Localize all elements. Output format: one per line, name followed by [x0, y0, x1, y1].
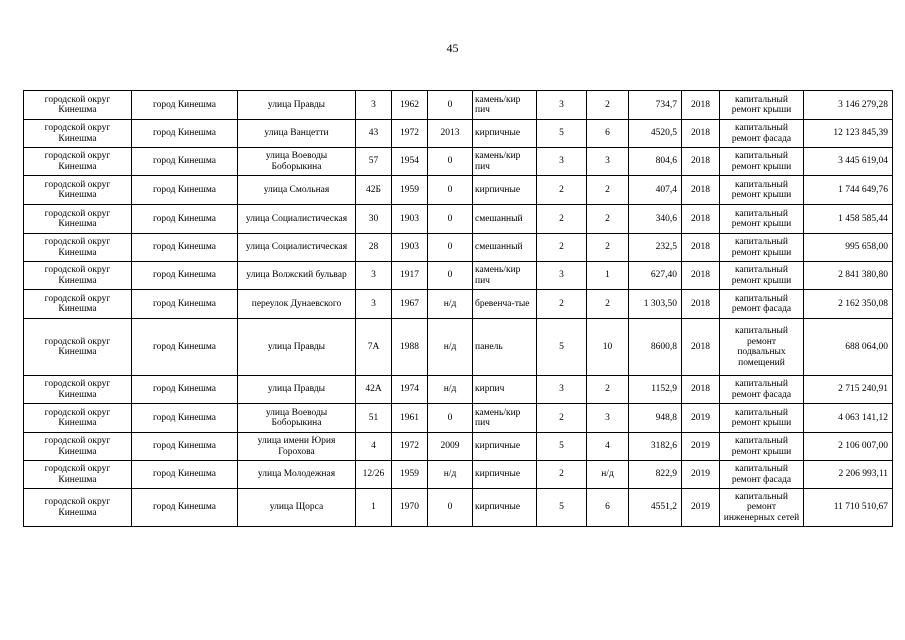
- cell-plan-year: 2018: [682, 120, 720, 148]
- cell-last-repair-year: 0: [428, 205, 473, 234]
- cell-wall-material: смешанный: [473, 205, 537, 234]
- cell-city: город Кинешма: [132, 489, 238, 527]
- cell-last-repair-year: 0: [428, 404, 473, 433]
- cell-district: городской округ Кинешма: [24, 262, 132, 290]
- cell-work-type: капитальный ремонт крыши: [720, 433, 804, 461]
- cell-area: 948,8: [629, 404, 682, 433]
- cell-plan-year: 2018: [682, 234, 720, 262]
- cell-city: город Кинешма: [132, 148, 238, 176]
- cell-street: улица Воеводы Боборыкина: [238, 404, 356, 433]
- cell-street: улица Смольная: [238, 176, 356, 205]
- cell-city: город Кинешма: [132, 205, 238, 234]
- cell-plan-year: 2018: [682, 262, 720, 290]
- cell-floors: 5: [537, 120, 587, 148]
- cell-cost: 2 162 350,08: [804, 290, 893, 319]
- cell-entrances: 2: [587, 290, 629, 319]
- cell-house-number: 30: [356, 205, 392, 234]
- cell-entrances: 10: [587, 319, 629, 376]
- cell-street: улица Социалистическая: [238, 234, 356, 262]
- cell-cost: 1 458 585,44: [804, 205, 893, 234]
- cell-entrances: 2: [587, 376, 629, 404]
- cell-entrances: н/д: [587, 461, 629, 489]
- cell-city: город Кинешма: [132, 120, 238, 148]
- cell-wall-material: кирпичные: [473, 461, 537, 489]
- cell-entrances: 2: [587, 91, 629, 120]
- cell-entrances: 6: [587, 120, 629, 148]
- cell-city: город Кинешма: [132, 461, 238, 489]
- cell-work-type: капитальный ремонт крыши: [720, 262, 804, 290]
- cell-last-repair-year: 2009: [428, 433, 473, 461]
- page-number: 45: [446, 41, 459, 55]
- cell-area: 734,7: [629, 91, 682, 120]
- cell-floors: 5: [537, 433, 587, 461]
- cell-city: город Кинешма: [132, 262, 238, 290]
- cell-year-built: 1903: [392, 234, 428, 262]
- cell-last-repair-year: 0: [428, 262, 473, 290]
- cell-house-number: 51: [356, 404, 392, 433]
- table-row: [24, 262, 893, 290]
- cell-work-type: капитальный ремонт крыши: [720, 404, 804, 433]
- cell-floors: 3: [537, 262, 587, 290]
- cell-plan-year: 2018: [682, 91, 720, 120]
- cell-year-built: 1959: [392, 176, 428, 205]
- cell-year-built: 1959: [392, 461, 428, 489]
- table-row: [24, 120, 893, 148]
- cell-district: городской округ Кинешма: [24, 461, 132, 489]
- cell-house-number: 42А: [356, 376, 392, 404]
- cell-area: 804,6: [629, 148, 682, 176]
- table-row: [24, 176, 893, 205]
- cell-district: городской округ Кинешма: [24, 404, 132, 433]
- cell-wall-material: кирпичные: [473, 120, 537, 148]
- cell-street: улица имени Юрия Горохова: [238, 433, 356, 461]
- cell-work-type: капитальный ремонт крыши: [720, 205, 804, 234]
- cell-street: улица Ванцетти: [238, 120, 356, 148]
- cell-street: улица Щорса: [238, 489, 356, 527]
- cell-city: город Кинешма: [132, 290, 238, 319]
- cell-entrances: 3: [587, 148, 629, 176]
- cell-last-repair-year: 2013: [428, 120, 473, 148]
- cell-city: город Кинешма: [132, 176, 238, 205]
- cell-city: город Кинешма: [132, 91, 238, 120]
- cell-cost: 688 064,00: [804, 319, 893, 376]
- cell-district: городской округ Кинешма: [24, 120, 132, 148]
- cell-cost: 2 206 993,11: [804, 461, 893, 489]
- cell-last-repair-year: 0: [428, 91, 473, 120]
- table-row: [24, 404, 893, 433]
- cell-house-number: 43: [356, 120, 392, 148]
- cell-cost: 3 445 619,04: [804, 148, 893, 176]
- cell-wall-material: смешанный: [473, 234, 537, 262]
- cell-work-type: капитальный ремонт фасада: [720, 376, 804, 404]
- cell-cost: 2 841 380,80: [804, 262, 893, 290]
- cell-district: городской округ Кинешма: [24, 176, 132, 205]
- cell-year-built: 1967: [392, 290, 428, 319]
- table-row: [24, 148, 893, 176]
- table-row: [24, 290, 893, 319]
- cell-area: 1 303,50: [629, 290, 682, 319]
- cell-year-built: 1970: [392, 489, 428, 527]
- cell-plan-year: 2018: [682, 319, 720, 376]
- table-row: [24, 234, 893, 262]
- cell-last-repair-year: 0: [428, 234, 473, 262]
- cell-district: городской округ Кинешма: [24, 376, 132, 404]
- cell-district: городской округ Кинешма: [24, 148, 132, 176]
- cell-last-repair-year: н/д: [428, 290, 473, 319]
- cell-year-built: 1903: [392, 205, 428, 234]
- cell-entrances: 2: [587, 205, 629, 234]
- cell-cost: 995 658,00: [804, 234, 893, 262]
- cell-area: 1152,9: [629, 376, 682, 404]
- cell-work-type: капитальный ремонт подвальных помещений: [720, 319, 804, 376]
- cell-district: городской округ Кинешма: [24, 234, 132, 262]
- cell-district: городской округ Кинешма: [24, 433, 132, 461]
- cell-city: город Кинешма: [132, 404, 238, 433]
- cell-street: улица Правды: [238, 376, 356, 404]
- cell-last-repair-year: 0: [428, 148, 473, 176]
- cell-work-type: капитальный ремонт крыши: [720, 91, 804, 120]
- table-row: [24, 489, 893, 527]
- cell-work-type: капитальный ремонт фасада: [720, 290, 804, 319]
- cell-city: город Кинешма: [132, 234, 238, 262]
- cell-year-built: 1974: [392, 376, 428, 404]
- table-row: [24, 461, 893, 489]
- cell-house-number: 4: [356, 433, 392, 461]
- cell-work-type: капитальный ремонт инженерных сетей: [720, 489, 804, 527]
- cell-floors: 5: [537, 489, 587, 527]
- cell-last-repair-year: 0: [428, 176, 473, 205]
- cell-street: переулок Дунаевского: [238, 290, 356, 319]
- cell-plan-year: 2018: [682, 376, 720, 404]
- cell-street: улица Молодежная: [238, 461, 356, 489]
- cell-work-type: капитальный ремонт крыши: [720, 176, 804, 205]
- cell-floors: 3: [537, 376, 587, 404]
- cell-floors: 2: [537, 404, 587, 433]
- table-row: [24, 91, 893, 120]
- cell-district: городской округ Кинешма: [24, 319, 132, 376]
- cell-floors: 2: [537, 176, 587, 205]
- cell-area: 627,40: [629, 262, 682, 290]
- cell-work-type: капитальный ремонт крыши: [720, 148, 804, 176]
- cell-house-number: 28: [356, 234, 392, 262]
- cell-cost: 4 063 141,12: [804, 404, 893, 433]
- cell-wall-material: кирпичные: [473, 489, 537, 527]
- cell-work-type: капитальный ремонт фасада: [720, 461, 804, 489]
- cell-last-repair-year: н/д: [428, 319, 473, 376]
- cell-area: 407,4: [629, 176, 682, 205]
- cell-area: 340,6: [629, 205, 682, 234]
- cell-year-built: 1972: [392, 433, 428, 461]
- cell-district: городской округ Кинешма: [24, 290, 132, 319]
- cell-work-type: капитальный ремонт фасада: [720, 120, 804, 148]
- cell-wall-material: кирпичные: [473, 176, 537, 205]
- cell-year-built: 1961: [392, 404, 428, 433]
- cell-city: город Кинешма: [132, 376, 238, 404]
- cell-year-built: 1954: [392, 148, 428, 176]
- cell-area: 822,9: [629, 461, 682, 489]
- cell-entrances: 6: [587, 489, 629, 527]
- cell-house-number: 1: [356, 489, 392, 527]
- cell-district: городской округ Кинешма: [24, 205, 132, 234]
- cell-street: улица Правды: [238, 319, 356, 376]
- cell-floors: 3: [537, 148, 587, 176]
- cell-plan-year: 2019: [682, 404, 720, 433]
- cell-entrances: 2: [587, 234, 629, 262]
- cell-entrances: 4: [587, 433, 629, 461]
- cell-house-number: 3: [356, 290, 392, 319]
- repair-program-table: [23, 90, 893, 527]
- cell-year-built: 1917: [392, 262, 428, 290]
- cell-last-repair-year: н/д: [428, 461, 473, 489]
- cell-plan-year: 2018: [682, 176, 720, 205]
- cell-wall-material: камень/кир пич: [473, 148, 537, 176]
- cell-city: город Кинешма: [132, 433, 238, 461]
- cell-area: 4551,2: [629, 489, 682, 527]
- cell-year-built: 1972: [392, 120, 428, 148]
- cell-street: улица Воеводы Боборыкина: [238, 148, 356, 176]
- cell-plan-year: 2018: [682, 205, 720, 234]
- cell-district: городской округ Кинешма: [24, 489, 132, 527]
- cell-house-number: 3: [356, 262, 392, 290]
- cell-district: городской округ Кинешма: [24, 91, 132, 120]
- cell-floors: 3: [537, 91, 587, 120]
- cell-entrances: 1: [587, 262, 629, 290]
- cell-floors: 2: [537, 234, 587, 262]
- cell-work-type: капитальный ремонт крыши: [720, 234, 804, 262]
- cell-wall-material: камень/кир пич: [473, 262, 537, 290]
- cell-cost: 2 106 007,00: [804, 433, 893, 461]
- cell-floors: 2: [537, 290, 587, 319]
- cell-area: 232,5: [629, 234, 682, 262]
- cell-floors: 5: [537, 319, 587, 376]
- cell-plan-year: 2018: [682, 148, 720, 176]
- cell-wall-material: панель: [473, 319, 537, 376]
- cell-cost: 3 146 279,28: [804, 91, 893, 120]
- cell-year-built: 1988: [392, 319, 428, 376]
- cell-house-number: 12/26: [356, 461, 392, 489]
- table-row: [24, 433, 893, 461]
- cell-entrances: 2: [587, 176, 629, 205]
- table-row: [24, 319, 893, 376]
- cell-wall-material: камень/кир пич: [473, 404, 537, 433]
- cell-house-number: 42Б: [356, 176, 392, 205]
- cell-entrances: 3: [587, 404, 629, 433]
- cell-last-repair-year: 0: [428, 489, 473, 527]
- cell-street: улица Правды: [238, 91, 356, 120]
- cell-street: улица Волжский бульвар: [238, 262, 356, 290]
- cell-wall-material: кирпич: [473, 376, 537, 404]
- cell-floors: 2: [537, 461, 587, 489]
- cell-area: 4520,5: [629, 120, 682, 148]
- cell-plan-year: 2019: [682, 489, 720, 527]
- cell-cost: 12 123 845,39: [804, 120, 893, 148]
- cell-wall-material: бревенча-тые: [473, 290, 537, 319]
- cell-plan-year: 2018: [682, 290, 720, 319]
- cell-last-repair-year: н/д: [428, 376, 473, 404]
- cell-house-number: 57: [356, 148, 392, 176]
- cell-area: 3182,6: [629, 433, 682, 461]
- cell-floors: 2: [537, 205, 587, 234]
- cell-cost: 11 710 510,67: [804, 489, 893, 527]
- cell-city: город Кинешма: [132, 319, 238, 376]
- cell-house-number: 3: [356, 91, 392, 120]
- cell-plan-year: 2019: [682, 461, 720, 489]
- cell-plan-year: 2019: [682, 433, 720, 461]
- cell-year-built: 1962: [392, 91, 428, 120]
- cell-cost: 1 744 649,76: [804, 176, 893, 205]
- cell-wall-material: кирпичные: [473, 433, 537, 461]
- table-row: [24, 205, 893, 234]
- cell-area: 8600,8: [629, 319, 682, 376]
- table-row: [24, 376, 893, 404]
- cell-street: улица Социалистическая: [238, 205, 356, 234]
- cell-house-number: 7А: [356, 319, 392, 376]
- cell-wall-material: камень/кир пич: [473, 91, 537, 120]
- cell-cost: 2 715 240,91: [804, 376, 893, 404]
